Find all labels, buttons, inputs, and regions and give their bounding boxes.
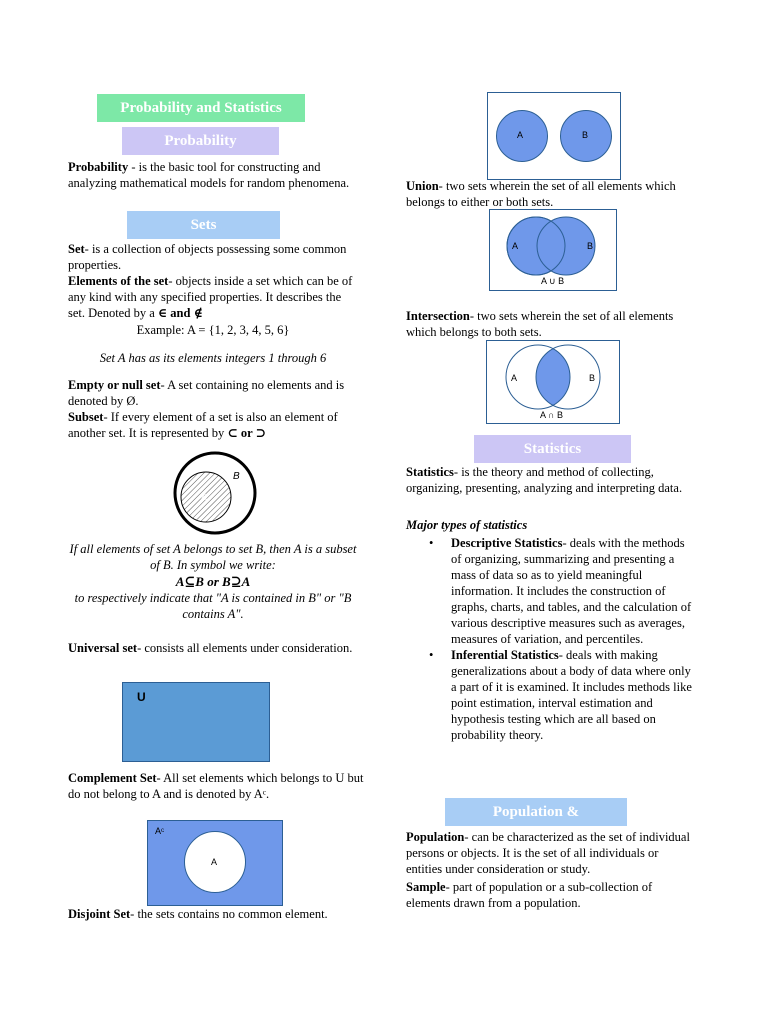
union-caption: A ∪ B: [541, 276, 565, 286]
union-label-b: B: [587, 241, 594, 251]
population-definition: [406, 829, 696, 877]
population-banner: Population &: [445, 798, 627, 826]
list-item: • Inferential Statistics- deals with making generalizations about a body of data where only a part of it is examined. It includes methods like point estimation, interval estimation and hypothesis testing which are all based on probability theory.: [429, 648, 692, 742]
statistics-def: - is the theory and method of collecting, organizing, presenting, analyzing and interpreting data.: [406, 465, 683, 495]
descriptive-def: - deals with the methods of organizing, summarizing and presenting a mass of data so as to yield meaningful information. It includes the construction of graphs, charts, and tables, and the calculation of various descriptive measures such as averages, measures of variation, and percentiles.: [451, 536, 692, 646]
complement-label-ac: Aᶜ: [155, 826, 165, 836]
major-types-heading: Major types of statistics: [406, 518, 528, 532]
subset-label-b: B: [233, 471, 240, 482]
disjoint-term: Disjoint Set: [68, 907, 131, 921]
subset-note-2: to respectively indicate that "A is contained in B" or "B contains A".: [74, 591, 352, 621]
intersection-def: - two sets wherein the set of all elements which belongs to both sets.: [406, 309, 674, 339]
intersection-term: Intersection: [406, 309, 470, 323]
empty-def: - A set containing no elements and is denoted by Ø.: [68, 378, 345, 408]
statistics-definition: [406, 464, 696, 496]
intersection-diagram: [486, 340, 620, 424]
universal-term: Universal set: [68, 641, 138, 655]
statistics-term: Statistics: [406, 465, 454, 479]
subset-definition: [68, 409, 360, 441]
subset-label-a: A: [201, 492, 208, 502]
set-term: Set: [68, 242, 85, 256]
sets-banner: Sets: [127, 211, 280, 239]
disjoint-label-a: A: [517, 130, 524, 140]
probability-term: Probability: [68, 160, 129, 174]
inter-caption: A ∩ B: [540, 410, 563, 420]
complement-label-a: A: [211, 857, 218, 867]
sample-term: Sample: [406, 880, 446, 894]
inter-label-b: B: [589, 373, 596, 383]
inter-label-a: A: [511, 373, 518, 383]
union-def: - two sets wherein the set of all elements which belongs to either or both sets.: [406, 179, 676, 209]
union-diagram: [489, 209, 617, 291]
probability-def: - is the basic tool for constructing and analyzing mathematical models for random phenomena.: [68, 160, 350, 190]
complement-def: - All set elements which belongs to U but do not belong to A and is denoted by Aᶜ.: [68, 771, 364, 801]
probability-definition: [68, 159, 358, 191]
union-term: Union: [406, 179, 439, 193]
disjoint-definition: [68, 906, 364, 922]
universal-set-box: [122, 682, 270, 762]
union-label-a: A: [512, 241, 519, 251]
subset-formula: A⊆B or B⊇A: [175, 574, 251, 589]
union-definition: [406, 178, 696, 210]
subset-note-1: If all elements of set A belongs to set B, then A is a subset of B. In symbol we write:: [69, 542, 357, 572]
statistics-banner: Statistics: [474, 435, 631, 463]
universal-set-definition: [68, 640, 358, 656]
statistics-types-list: [429, 535, 695, 743]
population-def: - can be characterized as the set of individual persons or objects. It is the set of all individuals or entities under consideration or study.: [406, 830, 690, 876]
population-term: Population: [406, 830, 465, 844]
inferential-def: - deals with making generalizations about a body of data where only a part of it is examined. It includes methods like point estimation, interval estimation and hypothesis testing which are all based on probability theory.: [451, 648, 692, 742]
disjoint-label-b: B: [582, 130, 589, 140]
main-title-banner: Probability and Statistics: [97, 94, 305, 122]
example-line: Example: A = {1, 2, 3, 4, 5, 6}: [136, 323, 290, 337]
sample-definition: [406, 879, 696, 911]
elements-symbols: ∈ and ∉: [157, 306, 203, 320]
set-def: - is a collection of objects possessing some common properties.: [68, 242, 347, 272]
complement-term: Complement Set: [68, 771, 157, 785]
empty-term: Empty or null set: [68, 378, 161, 392]
example-note: Set A has as its elements integers 1 through 6: [99, 351, 327, 365]
disjoint-diagram: [487, 92, 621, 180]
subset-diagram: [170, 450, 262, 536]
intersection-definition: [406, 308, 696, 340]
elements-def: - objects inside a set which can be of any kind with any specified properties. It describes the set. Denoted by a: [68, 274, 353, 320]
elements-definition: [68, 273, 360, 321]
complement-definition: [68, 770, 364, 802]
subset-def: - If every element of a set is also an element of another set. It is represented by: [68, 410, 338, 440]
list-item: • Descriptive Statistics- deals with the methods of organizing, summarizing and presenting a mass of data so as to yield meaningful information. It includes the construction of graphs, charts, and tables, and the calculation of various descriptive measures such as averages, measures of variation, and percentiles.: [429, 536, 692, 646]
inferential-term: Inferential Statistics: [451, 648, 559, 662]
empty-set-definition: [68, 377, 358, 409]
probability-banner: Probability: [122, 127, 279, 155]
set-definition: [68, 241, 358, 273]
complement-diagram: [147, 820, 283, 906]
sample-def: - part of population or a sub-collection of elements drawn from a population.: [406, 880, 653, 910]
subset-term: Subset: [68, 410, 104, 424]
disjoint-def: - the sets contains no common element.: [130, 907, 328, 921]
universal-def: - consists all elements under consideration.: [137, 641, 353, 655]
elements-term: Elements of the set: [68, 274, 169, 288]
subset-symbols: ⊂ or ⊃: [227, 426, 267, 440]
universal-label: U: [137, 690, 146, 704]
descriptive-term: Descriptive Statistics: [451, 536, 563, 550]
